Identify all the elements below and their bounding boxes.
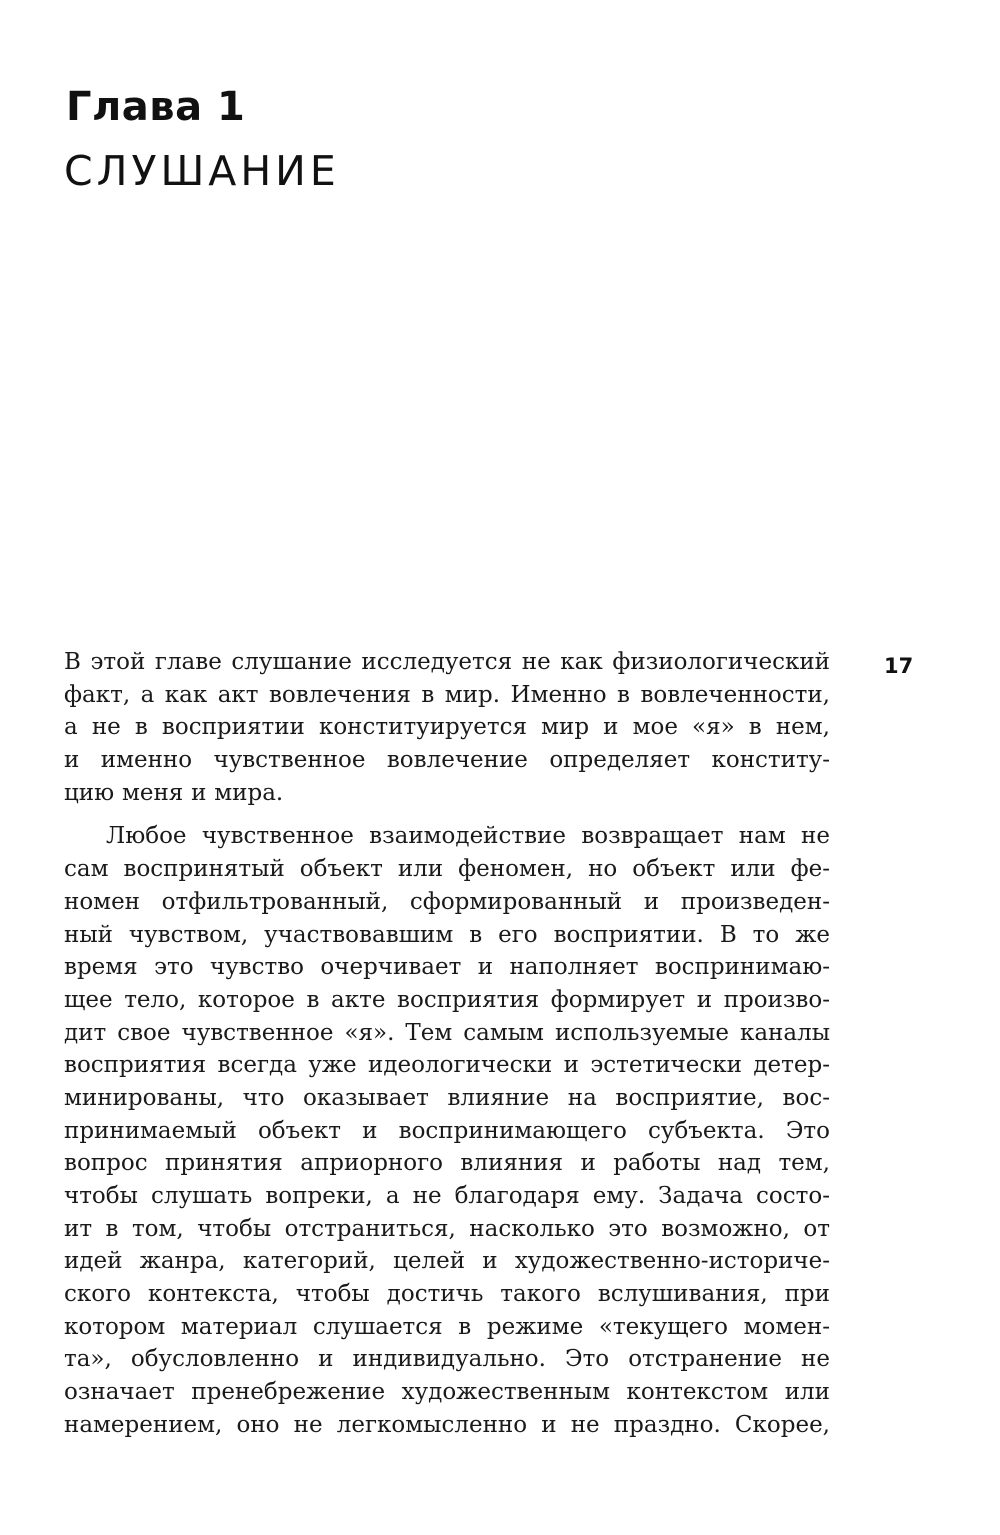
text-line: та», обусловленно и индивидуально. Это отстранение не <box>64 1346 830 1373</box>
body-text <box>64 646 830 1442</box>
text-line: ит в том, чтобы отстраниться, насколько это возможно, от <box>64 1215 830 1242</box>
text-line: сам воспринятый объект или феномен, но объект или фе- <box>64 856 830 883</box>
text-line: идей жанра, категорий, целей и художественно-историче- <box>64 1248 830 1275</box>
text-line: вопрос принятия априорного влияния и работы над тем, <box>64 1150 830 1177</box>
text-line: восприятия всегда уже идеологически и эстетически детер- <box>64 1052 830 1079</box>
text-line: Любое чувственное взаимодействие возвращает нам не <box>106 823 830 850</box>
chapter-title: СЛУШАНИЕ <box>64 147 340 195</box>
text-line: принимаемый объект и воспринимающего субъекта. Это <box>64 1117 830 1144</box>
text-line: время это чувство очерчивает и наполняет воспринимаю- <box>64 954 830 981</box>
text-line: факт, а как акт вовлечения в мир. Именно в вовлеченности, <box>64 681 830 708</box>
text-line: минированы, что оказывает влияние на восприятие, вос- <box>64 1084 830 1111</box>
text-line: котором материал слушается в режиме «текущего момен- <box>64 1313 830 1340</box>
paragraph-gap <box>64 809 830 820</box>
text-line: номен отфильтрованный, сформированный и произведен- <box>64 888 830 915</box>
text-line: чтобы слушать вопреки, а не благодаря ему. Задача состо- <box>64 1183 830 1209</box>
text-line: ный чувством, участвовавшим в его восприятии. В то же <box>64 921 830 948</box>
text-line: и именно чувственное вовлечение определяет конститу- <box>64 747 830 774</box>
page-number: 17 <box>884 654 914 678</box>
text-line: щее тело, которое в акте восприятия формирует и произво- <box>64 986 830 1013</box>
text-line: дит свое чувственное «я». Тем самым используемые каналы <box>64 1019 830 1046</box>
chapter-label: Глава 1 <box>66 84 246 130</box>
text-line: В этой главе слушание исследуется не как физиологический <box>64 649 830 675</box>
text-line: ского контекста, чтобы достичь такого вслушивания, при <box>64 1281 830 1308</box>
text-line: намерением, оно не легкомысленно и не праздно. Скорее, <box>64 1411 830 1438</box>
text-line: означает пренебрежение художественным контекстом или <box>64 1379 830 1406</box>
text-line: цию меня и мира. <box>64 779 284 806</box>
text-line: а не в восприятии конституируется мир и мое «я» в нем, <box>64 714 830 741</box>
